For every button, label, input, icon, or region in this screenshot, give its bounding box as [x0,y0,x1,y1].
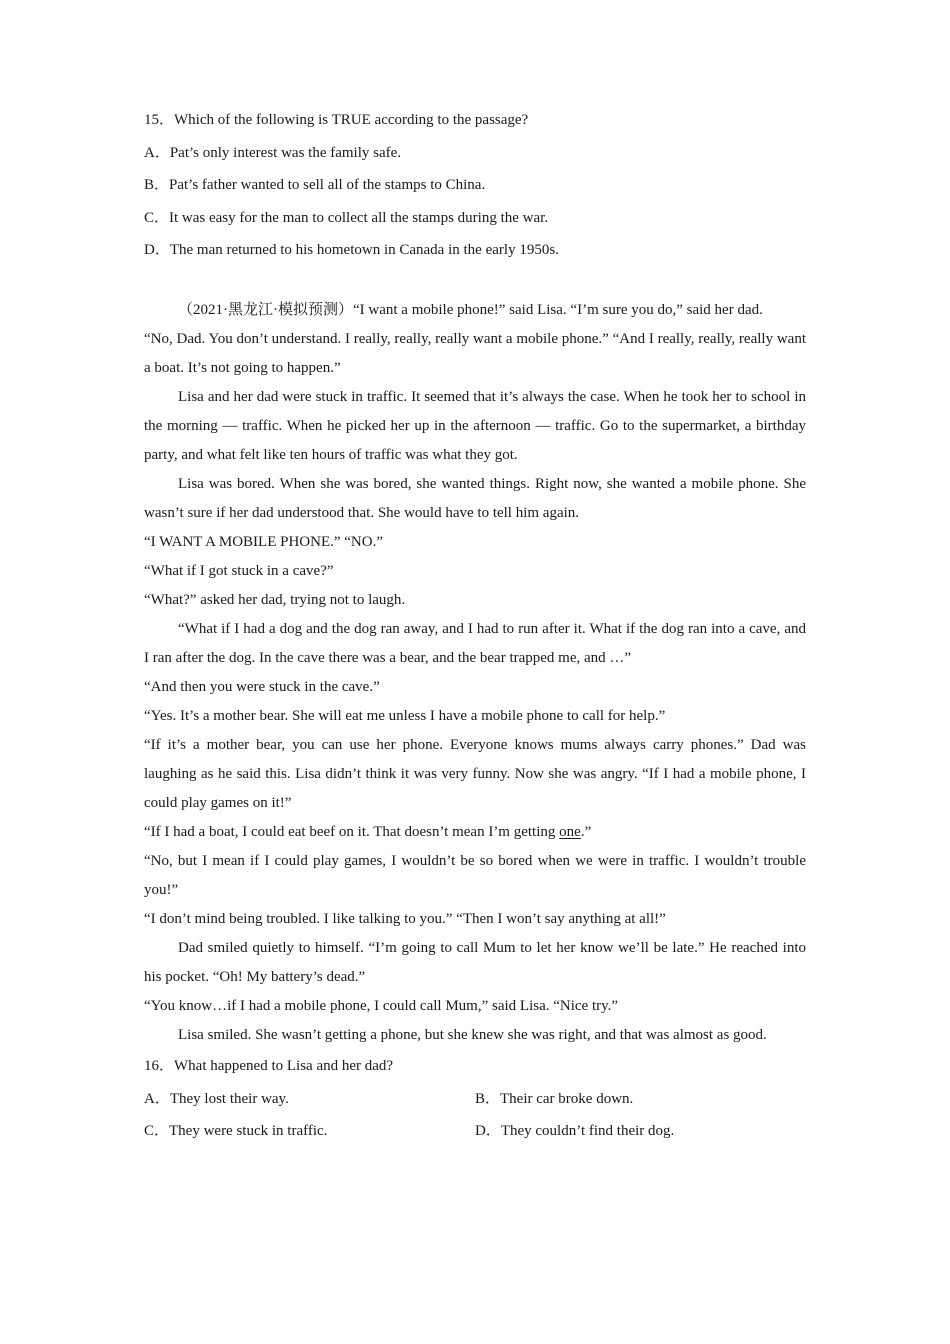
passage-paragraph: “What if I got stuck in a cave?” [144,563,334,579]
passage-paragraph: “If it’s a mother bear, you can use her phone. Everyone knows mums always carry phones.” Dad was laughing as he said this. Lisa didn’t think it was very funny. Now she was angry. “If I had a mobile phone, I could play games on it!” [144,737,806,811]
passage-paragraph: Lisa and her dad were stuck in traffic. It seemed that it’s always the case. When he took her to school in the morning — traffic. When he picked her up in the afternoon — traffic. Go to the supermarket, a birthday party, and what felt like ten hours of traffic was what they got. [144,389,806,463]
passage-text: .” [580,824,592,840]
passage-paragraph: Lisa was bored. When she was bored, she wanted things. Right now, she wanted a mobile phone. She wasn’t sure if her dad understood that. She would have to tell him again. [144,476,806,521]
question-15-option-a: A．Pat’s only interest was the family safe. [144,144,402,161]
question-15-stem: 15．Which of the following is TRUE according to the passage? [144,112,529,128]
section-spacer [144,1050,806,1051]
passage-paragraph: “I WANT A MOBILE PHONE.” “NO.” [144,534,383,550]
passage-paragraph: （2021·黑龙江·模拟预测）“I want a mobile phone!” said Lisa. “I’m sure you do,” said her dad. [178,302,763,318]
question-15-option-b: B．Pat’s father wanted to sell all of the stamps to China. [144,177,486,193]
passage-paragraph: Lisa smiled. She wasn’t getting a phone, but she knew she was right, and that was almost as good. [178,1027,767,1043]
passage-paragraph: “I don’t mind being troubled. I like talking to you.” “Then I won’t say anything at all!” [144,911,666,927]
document-page [144,112,806,1156]
passage-paragraph-with-underline [144,818,806,847]
question-16-options-row [144,1123,806,1139]
passage-paragraph: “You know…if I had a mobile phone, I could call Mum,” said Lisa. “Nice try.” [144,998,619,1014]
question-16-option-c: C．They were stuck in traffic. [144,1123,328,1139]
question-16-options-row [144,1091,806,1107]
question-16-option-b: B．Their car broke down. [475,1090,634,1107]
passage-text: “If I had a boat, I could eat beef on it. That doesn’t mean I’m getting [144,824,560,840]
question-16-option-d: D．They couldn’t find their dog. [475,1123,675,1139]
question-15-option-d: D．The man returned to his hometown in Canada in the early 1950s. [144,242,559,258]
passage-paragraph: “What if I had a dog and the dog ran away, and I had to run after it. What if the dog ran into a cave, and I ran after the dog. In the cave there was a bear, and the bear trapped me, and …” [144,621,806,666]
passage-paragraph: Dad smiled quietly to himself. “I’m going to call Mum to let her know we’ll be late.” He reached into his pocket. “Oh! My battery’s dead.” [144,940,806,985]
passage-paragraph: “No, but I mean if I could play games, I wouldn’t be so bored when we were in traffic. I wouldn’t trouble you!” [144,853,806,898]
question-16-option-a: A．They lost their way. [144,1090,289,1107]
passage-paragraph: “And then you were stuck in the cave.” [144,679,380,695]
underlined-word: one [559,824,581,840]
passage-paragraph: “What?” asked her dad, trying not to laugh. [144,592,406,608]
passage-paragraph: “No, Dad. You don’t understand. I really, really, really want a mobile phone.” “And I really, really, really want a boat. It’s not going to happen.” [144,331,806,376]
question-16-stem: 16．What happened to Lisa and her dad? [144,1058,394,1074]
question-15-option-c: C．It was easy for the man to collect all the stamps during the war. [144,209,549,226]
section-spacer [144,258,806,296]
passage-paragraph: “Yes. It’s a mother bear. She will eat me unless I have a mobile phone to call for help.” [144,708,666,724]
question-16 [144,1058,806,1139]
reading-passage [144,296,806,1050]
question-15 [144,112,806,258]
